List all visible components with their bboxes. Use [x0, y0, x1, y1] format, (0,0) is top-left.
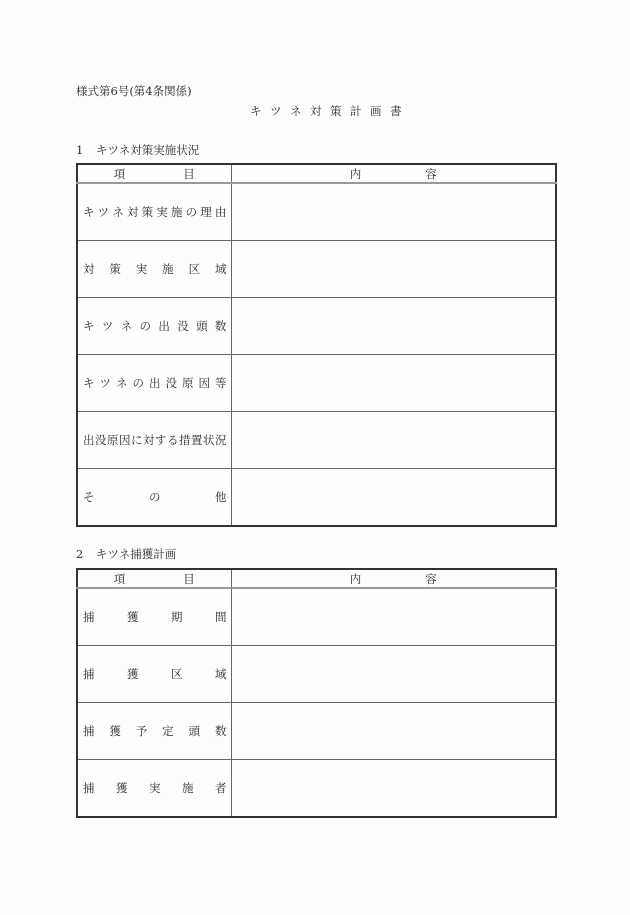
column-header-content: 内 容: [231, 569, 556, 588]
row-content-field[interactable]: [231, 241, 556, 298]
fox-countermeasure-status-table: [76, 163, 557, 527]
title-char: ネ: [290, 104, 302, 118]
title-char: 計: [350, 104, 362, 118]
row-content-field[interactable]: [231, 298, 556, 355]
row-label: キ ツ ネ の 出 没 頭 数: [77, 298, 231, 355]
column-header-item: 項 目: [77, 164, 231, 183]
row-label: 捕 獲 期 間: [77, 588, 231, 646]
section-number: 2: [76, 547, 84, 561]
row-content-field[interactable]: [231, 183, 556, 241]
row-content-field[interactable]: [231, 588, 556, 646]
row-label: キ ツ ネ の 出 没 原 因 等: [77, 355, 231, 412]
table-header: [77, 569, 556, 588]
row-content-field[interactable]: [231, 646, 556, 703]
row-content-field[interactable]: [231, 760, 556, 818]
row-content-field[interactable]: [231, 355, 556, 412]
table-row: [77, 760, 556, 818]
table-row: [77, 412, 556, 469]
title-char: 対: [310, 104, 322, 118]
row-label: 捕 獲 区 域: [77, 646, 231, 703]
section-title: キツネ捕獲計画: [96, 547, 177, 561]
table-row: [77, 183, 556, 241]
table-row: [77, 355, 556, 412]
table-row: [77, 241, 556, 298]
section-2-heading: [76, 546, 176, 562]
table-row: [77, 703, 556, 760]
form-number: 様式第6号(第4条関係): [76, 84, 192, 98]
row-label: 捕 獲 予 定 頭 数: [77, 703, 231, 760]
table-row: [77, 588, 556, 646]
row-label: キ ツ ネ 対 策 実 施 の 理 由: [77, 183, 231, 241]
row-content-field[interactable]: [231, 703, 556, 760]
row-label: 出 没 原 因 に 対 す る 措 置 状 況: [77, 412, 231, 469]
title-char: 画: [370, 104, 382, 118]
title-char: キ: [250, 104, 262, 118]
fox-capture-plan-table: [76, 568, 557, 818]
column-header-item: 項 目: [77, 569, 231, 588]
title-char: ツ: [270, 104, 282, 118]
section-title: キツネ対策実施状況: [96, 143, 200, 157]
row-label: 捕 獲 実 施 者: [77, 760, 231, 818]
table-row: [77, 298, 556, 355]
row-content-field[interactable]: [231, 412, 556, 469]
column-header-content: 内 容: [231, 164, 556, 183]
document-title: [250, 103, 410, 119]
row-label: 対 策 実 施 区 域: [77, 241, 231, 298]
table-row: [77, 469, 556, 527]
title-char: 書: [390, 104, 402, 118]
table-row: [77, 646, 556, 703]
row-content-field[interactable]: [231, 469, 556, 527]
title-char: 策: [330, 104, 342, 118]
row-label: そ の 他: [77, 469, 231, 527]
table-header: [77, 164, 556, 183]
section-1-heading: [76, 142, 199, 158]
section-number: 1: [76, 143, 84, 157]
